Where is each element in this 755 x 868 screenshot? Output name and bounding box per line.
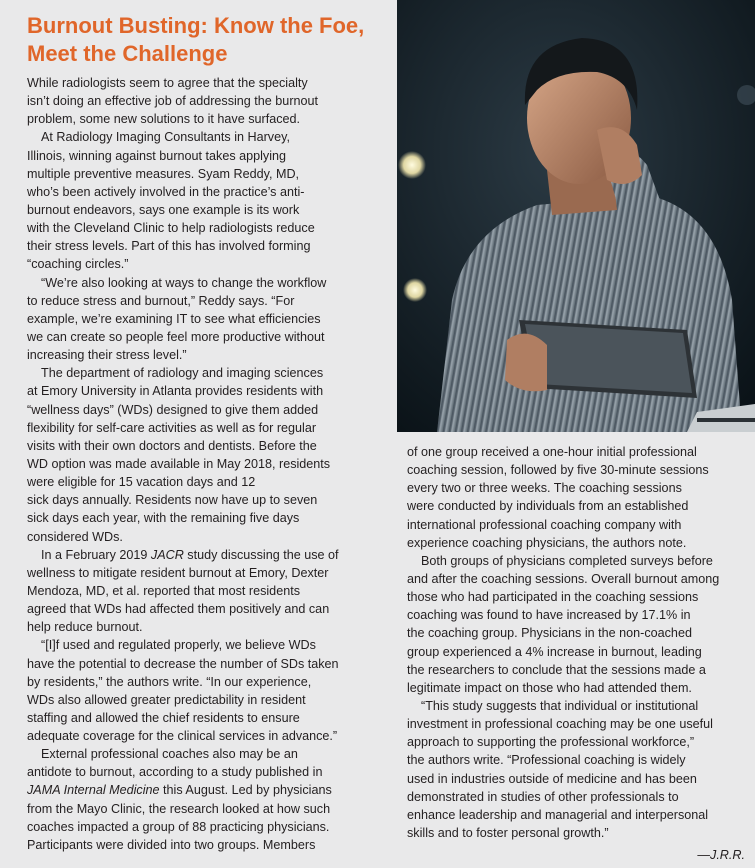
- article-title-line-1: Burnout Busting: Know the Foe,: [27, 13, 365, 38]
- left-column-line: burnout endeavors, says one example is its work: [27, 202, 300, 217]
- article-title: [27, 12, 387, 68]
- left-column-line: The department of radiology and imaging sciences: [41, 366, 324, 381]
- left-column-line: their stress levels. Part of this has involved forming: [27, 239, 311, 254]
- right-column-line: and after the coaching sessions. Overall burnout among: [407, 571, 720, 586]
- left-column-line: “We’re also looking at ways to change the workflow: [41, 275, 327, 290]
- left-column-line: sick days annually. Residents now have up to seven: [27, 493, 318, 508]
- right-column-line: Both groups of physicians completed surveys before: [421, 553, 713, 568]
- left-column-line: isn’t doing an effective job of addressing the burnout: [27, 94, 319, 109]
- right-column-line: used in industries outside of medicine and has been: [407, 771, 697, 786]
- left-column-line: While radiologists seem to agree that the specialty: [27, 76, 308, 90]
- left-column-line: by residents,” the authors write. “In our experience,: [27, 674, 312, 689]
- publication-name: JAMA Internal Medicine: [27, 783, 160, 798]
- left-column-line: “wellness days” (WDs) designed to give them added: [27, 402, 319, 417]
- right-column-line: experience coaching physicians, the authors note.: [407, 535, 687, 550]
- left-column-line: to reduce stress and burnout,” Reddy says. “For: [27, 293, 295, 308]
- right-column-line: were conducted by individuals from an established: [407, 499, 689, 514]
- right-column-line: approach to supporting the professional workforce,”: [407, 735, 695, 750]
- left-column-line: from the Mayo Clinic, the research looked at how such: [27, 801, 331, 816]
- right-column-line: of one group received a one-hour initial professional: [407, 445, 697, 459]
- right-column-line: demonstrated in studies of other professionals to: [407, 789, 679, 804]
- left-column-line: who’s been actively involved in the practice’s anti-: [27, 184, 305, 199]
- author-signature: —J.R.R.: [697, 848, 745, 862]
- left-column-line: JAMA Internal Medicine this August. Led by physicians: [27, 783, 332, 798]
- right-column-line: investment in professional coaching may be one useful: [407, 717, 713, 732]
- publication-name: JACR: [150, 547, 184, 562]
- left-column-line: Illinois, winning against burnout takes applying: [27, 148, 287, 163]
- left-column-line: “[I]f used and regulated properly, we believe WDs: [41, 638, 316, 653]
- left-column-line: flexibility for self-care activities as well as for regular: [27, 420, 317, 435]
- photo-man-reading-tablet: [397, 0, 755, 432]
- right-column-line: the authors write. “Professional coaching is widely: [407, 753, 686, 768]
- right-column-line: skills and to foster personal growth.”: [407, 825, 609, 840]
- article-title-line-2: Meet the Challenge: [27, 41, 228, 66]
- left-column-line: help reduce burnout.: [27, 620, 143, 635]
- right-column-line: international professional coaching company with: [407, 517, 682, 532]
- left-column-line: considered WDs.: [27, 529, 123, 544]
- left-column-line: example, we’re examining IT to see what efficiencies: [27, 311, 321, 326]
- left-column-line: Mendoza, MD, et al. reported that most residents: [27, 583, 300, 598]
- left-column-line: External professional coaches also may be an: [41, 747, 298, 762]
- right-column-line: coaching was found to have increased by 17.1% in: [407, 608, 691, 623]
- left-column-line: antidote to burnout, according to a study published in: [27, 765, 323, 780]
- left-column-line: WDs also allowed greater predictability in resident: [27, 692, 306, 707]
- left-text-column: [27, 74, 365, 854]
- left-column-line: with the Cleveland Clinic to help radiologists reduce: [27, 221, 315, 236]
- left-column-line: coaches impacted a group of 88 practicing physicians.: [27, 819, 330, 834]
- left-column-line: WD option was made available in May 2018, residents: [27, 456, 331, 471]
- right-column-line: enhance leadership and managerial and interpersonal: [407, 807, 709, 822]
- left-column-line: have the potential to decrease the number of SDs taken: [27, 656, 339, 671]
- right-column-line: group experienced a 4% increase in burnout, leading: [407, 644, 702, 659]
- left-column-line: sick days each year, with the remaining five days: [27, 511, 300, 526]
- left-column-line: were eligible for 15 vacation days and 12: [27, 475, 256, 490]
- left-column-line: Participants were divided into two groups. Members: [27, 837, 316, 852]
- right-text-column: [407, 443, 745, 842]
- left-column-line: problem, some new solutions to it have surfaced.: [27, 112, 301, 127]
- right-column-line: the researchers to conclude that the sessions made a: [407, 662, 706, 677]
- left-column-line: agreed that WDs had affected them positively and can: [27, 602, 330, 617]
- right-column-line: the coaching group. Physicians in the non-coached: [407, 626, 692, 641]
- right-column-line: legitimate impact on those who had attended them.: [407, 680, 692, 695]
- left-column-line: adequate coverage for the clinical services in advance.”: [27, 729, 338, 744]
- right-column-line: those who had participated in the coaching sessions: [407, 590, 699, 605]
- left-column-line: At Radiology Imaging Consultants in Harvey,: [41, 130, 290, 145]
- left-column-line: at Emory University in Atlanta provides residents with: [27, 384, 324, 399]
- left-column-line: staffing and allowed the chief residents to ensure: [27, 710, 300, 725]
- left-column-line: we can create so people feel more productive without: [27, 329, 325, 344]
- left-column-line: wellness to mitigate resident burnout at Emory, Dexter: [27, 565, 329, 580]
- right-column-line: “This study suggests that individual or institutional: [421, 698, 699, 713]
- left-column-line: visits with their own doctors and dentists. Before the: [27, 438, 317, 453]
- left-column-line: In a February 2019 JACR study discussing the use of: [41, 547, 339, 562]
- right-column-line: every two or three weeks. The coaching sessions: [407, 481, 682, 496]
- left-column-line: multiple preventive measures. Syam Reddy, MD,: [27, 166, 300, 181]
- right-column-line: coaching session, followed by five 30-minute sessions: [407, 463, 709, 478]
- left-column-line: increasing their stress level.”: [27, 348, 187, 363]
- left-column-line: “coaching circles.”: [27, 257, 129, 272]
